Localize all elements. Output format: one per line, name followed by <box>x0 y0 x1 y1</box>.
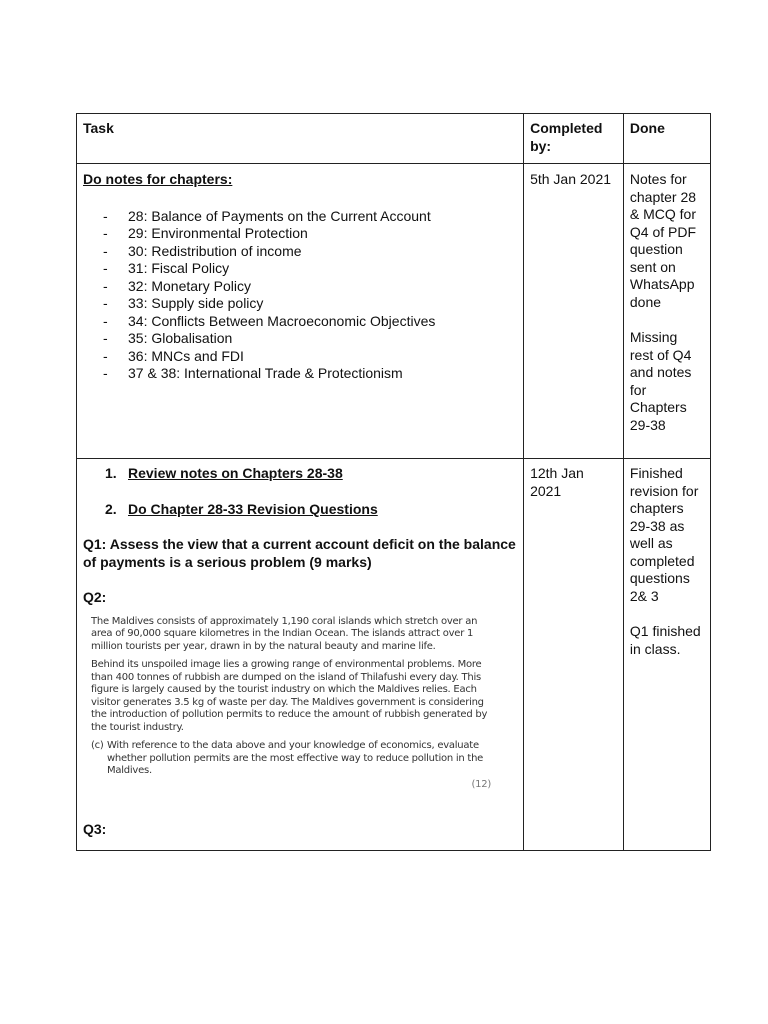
list-item <box>83 365 517 383</box>
list-item <box>83 330 517 348</box>
missing-note: Missing rest of Q4 and notes for Chapters 29-38 <box>629 329 692 433</box>
list-item <box>83 295 517 313</box>
chapter-label: 36: MNCs and FDI <box>128 347 244 364</box>
bullet-dash: - <box>103 260 108 276</box>
table-row <box>77 164 711 459</box>
excerpt-paragraph: Behind its unspoiled image lies a growing range of environmental problems. More than 400 tonnes of rubbish are dumped on the island of Thilafushi every day. This figure is largely caused by the tourist industry on which the Maldives relies. Each visitor generates 3.5 kg of waste per day. The Maldives government is considering the introduction of pollution permits to reduce the amount of rubbish generated by the tourist industry. <box>91 659 488 733</box>
q1-title: Q1: Assess the view that a current account deficit on the balance of payments is a serious problem (9 marks) <box>83 536 516 570</box>
bullet-dash: - <box>103 312 108 329</box>
chapter-list <box>83 208 517 383</box>
q2-excerpt-image <box>91 616 497 792</box>
review-list <box>83 465 517 518</box>
done-note: Finished revision for chapters 29-38 as well as completed questions 2& 3 <box>629 465 699 604</box>
bullet-dash: - <box>103 295 108 311</box>
table-header-row <box>77 114 711 164</box>
item-label: Review notes on Chapters 28-38 <box>128 465 343 481</box>
item-label: Do Chapter 28-33 Revision Questions <box>128 500 378 517</box>
list-item <box>83 243 517 261</box>
list-item <box>83 208 517 226</box>
q3-label: Q3: <box>83 821 107 837</box>
completed-by-cell: 12th Jan 2021 <box>524 459 624 851</box>
task-table <box>76 113 711 851</box>
bullet-dash: - <box>103 242 108 259</box>
bullet-dash: - <box>103 365 108 381</box>
done-note: Notes for chapter 28 & MCQ for Q4 of PDF question sent on WhatsApp done <box>629 171 697 310</box>
bullet-dash: - <box>103 277 108 294</box>
done-cell <box>623 164 710 459</box>
item-number: 1. <box>105 465 117 481</box>
chapter-label: 28: Balance of Payments on the Current Account <box>128 207 431 224</box>
excerpt-question <box>91 740 497 778</box>
chapter-label: 30: Redistribution of income <box>128 242 302 259</box>
q2-label: Q2: <box>83 589 107 605</box>
part-text: With reference to the data above and your knowledge of economics, evaluate whether pollution permits are the most effective way to reduce pollution in the Maldives. <box>107 740 484 776</box>
list-item <box>83 501 517 519</box>
part-letter: (c) <box>91 740 104 751</box>
completed-by-cell: 5th Jan 2021 <box>524 164 624 459</box>
marks-label: (12) <box>471 778 491 790</box>
chapter-label: 32: Monetary Policy <box>128 277 251 294</box>
list-item <box>83 260 517 278</box>
list-item <box>83 278 517 296</box>
bullet-dash: - <box>103 330 108 346</box>
bullet-dash: - <box>103 347 108 364</box>
bullet-dash: - <box>103 225 108 241</box>
chapter-label: 31: Fiscal Policy <box>128 260 230 276</box>
list-item <box>83 348 517 366</box>
item-number: 2. <box>105 500 117 517</box>
chapter-label: 35: Globalisation <box>128 330 233 346</box>
table-row <box>77 459 711 851</box>
done-note-q1: Q1 finished in class. <box>629 623 701 657</box>
header-done: Done <box>623 114 710 164</box>
chapter-label: 37 & 38: International Trade & Protectionism <box>128 365 403 381</box>
header-completed-by: Completed by: <box>524 114 624 164</box>
bullet-dash: - <box>103 207 108 224</box>
task-cell <box>77 459 524 851</box>
chapter-label: 29: Environmental Protection <box>128 225 308 241</box>
list-item <box>83 225 517 243</box>
excerpt-paragraph: The Maldives consists of approximately 1,190 coral islands which stretch over an area of 90,000 square kilometres in the Indian Ocean. The islands attract over 1 million tourists per year, drawn in by the natural beauty and marine life. <box>91 615 478 652</box>
chapter-label: 33: Supply side policy <box>128 295 264 311</box>
chapter-label: 34: Conflicts Between Macroeconomic Objectives <box>128 312 436 329</box>
list-item <box>83 465 517 483</box>
done-cell <box>623 459 710 851</box>
notes-heading: Do notes for chapters: <box>83 171 233 187</box>
header-task: Task <box>77 114 524 164</box>
task-cell <box>77 164 524 459</box>
list-item <box>83 313 517 331</box>
